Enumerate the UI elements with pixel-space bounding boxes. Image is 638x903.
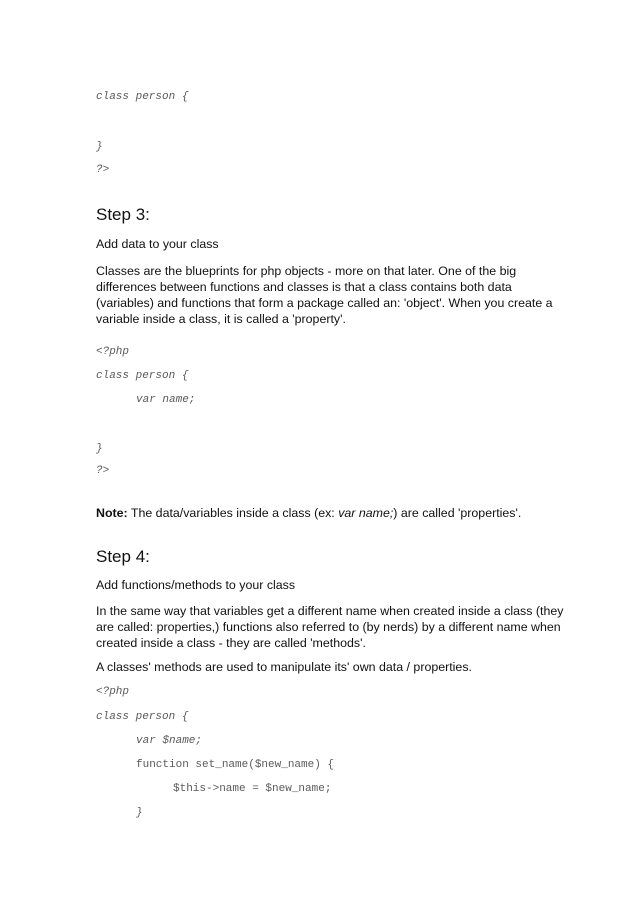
step-3-subtitle: Add data to your class xyxy=(96,237,219,251)
step-3-paragraph xyxy=(96,263,553,327)
code-line-class-person: class person { xyxy=(96,370,189,382)
paragraph-line: are called: properties,) functions also referred to (by nerds) by a different name when xyxy=(96,620,561,634)
code-line-php-close: ?> xyxy=(96,164,110,176)
paragraph-line: In the same way that variables get a different name when created inside a class (they xyxy=(96,604,564,618)
code-line-function-set-name: function set_name($new_name) { xyxy=(136,759,335,771)
code-line-close-brace: } xyxy=(96,443,103,455)
code-line-php-open: <?php xyxy=(96,346,130,358)
note-paragraph xyxy=(96,505,521,521)
paragraph-line: created inside a class - they are called 'methods'. xyxy=(96,636,366,650)
note-text-after: ) are called 'properties'. xyxy=(393,506,522,520)
code-line-php-open: <?php xyxy=(96,686,130,698)
code-line-close-brace: } xyxy=(96,141,103,153)
paragraph-line: (variables) and functions that form a package called an: 'object'. When you create a xyxy=(96,296,553,310)
note-code: var name; xyxy=(338,506,394,520)
code-line-close-brace: } xyxy=(136,807,143,819)
code-line-php-close: ?> xyxy=(96,465,110,477)
paragraph-line: differences between functions and classes is that a class contains both data xyxy=(96,280,512,294)
step-3-heading: Step 3: xyxy=(96,205,150,224)
step-4-paragraph xyxy=(96,603,563,651)
step-4-subtitle: Add functions/methods to your class xyxy=(96,578,296,592)
paragraph-line: variable inside a class, it is called a 'property'. xyxy=(96,312,346,326)
step-4-paragraph-2: A classes' methods are used to manipulate its' own data / properties. xyxy=(96,660,472,674)
code-line-this-name: $this->name = $new_name; xyxy=(173,783,332,795)
code-line-var-name: var $name; xyxy=(136,735,203,747)
step-4-heading: Step 4: xyxy=(96,547,150,566)
code-line-class-person: class person { xyxy=(96,711,189,723)
note-label: Note: xyxy=(96,506,128,520)
code-line-var-name: var name; xyxy=(136,394,196,406)
code-line-class-person: class person { xyxy=(96,91,189,103)
note-text-before: The data/variables inside a class (ex: xyxy=(127,506,339,520)
paragraph-line: Classes are the blueprints for php objects - more on that later. One of the big xyxy=(96,264,517,278)
